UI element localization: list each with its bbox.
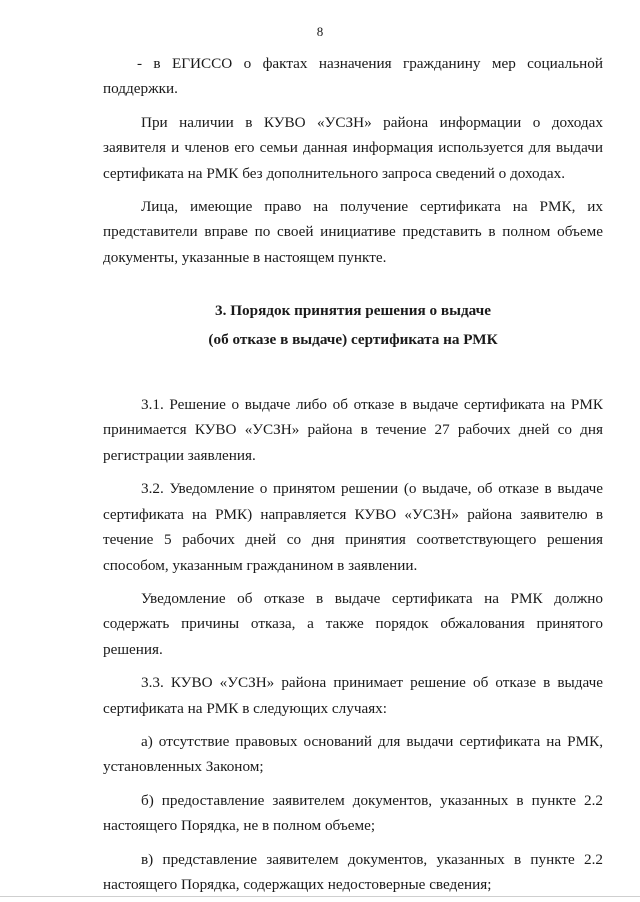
paragraph-3-1: 3.1. Решение о выдаче либо об отказе в выдаче сертификата на РМК принимается КУВО «УСЗН» района в течение 27 рабочих дней со дня регистрации заявления. [103,396,603,464]
document-body [103,51,603,897]
list-item-b: б) предоставление заявителем документов, указанных в пункте 2.2 настоящего Порядка, не в полном объеме; [103,791,603,835]
paragraph-own-initiative: Лица, имеющие право на получение сертификата на РМК, их представители вправе по своей инициативе представить в полном объеме документы, указанные в настоящем пункте. [103,198,603,266]
section-heading-line-1: 3. Порядок принятия решения о выдаче [215,302,491,320]
paragraph-egisso: - в ЕГИССО о фактах назначения гражданину мер социальной поддержки. [103,55,603,98]
paragraph-refusal-notice: Уведомление об отказе в выдаче сертификата на РМК должно содержать причины отказа, а также порядок обжалования принятого решения. [103,589,603,658]
list-item-a: а) отсутствие правовых оснований для выдачи сертификата на РМК, установленных Законом; [103,732,603,776]
paragraph-3-2: 3.2. Уведомление о принятом решении (о выдаче, об отказе в выдаче сертификата на РМК) направляется КУВО «УСЗН» района заявителю в течение 5 рабочих дней со дня принятия соответствующего решения способом, указанным гражданином в заявлении. [103,480,603,574]
paragraph-income-info: При наличии в КУВО «УСЗН» района информации о доходах заявителя и членов его семьи данная информация используется для выдачи сертификата на РМК без дополнительного запроса сведений о доходах. [103,113,603,182]
list-item-c: в) представление заявителем документов, указанных в пункте 2.2 настоящего Порядка, содержащих недостоверные сведения; [103,850,603,893]
section-heading-line-2: (об отказе в выдаче) сертификата на РМК [208,330,498,348]
page-number: 8 [316,24,324,39]
scan-edge-line [0,896,640,897]
paragraph-3-3: 3.3. КУВО «УСЗН» района принимает решение об отказе в выдаче сертификата на РМК в следующих случаях: [103,674,603,717]
